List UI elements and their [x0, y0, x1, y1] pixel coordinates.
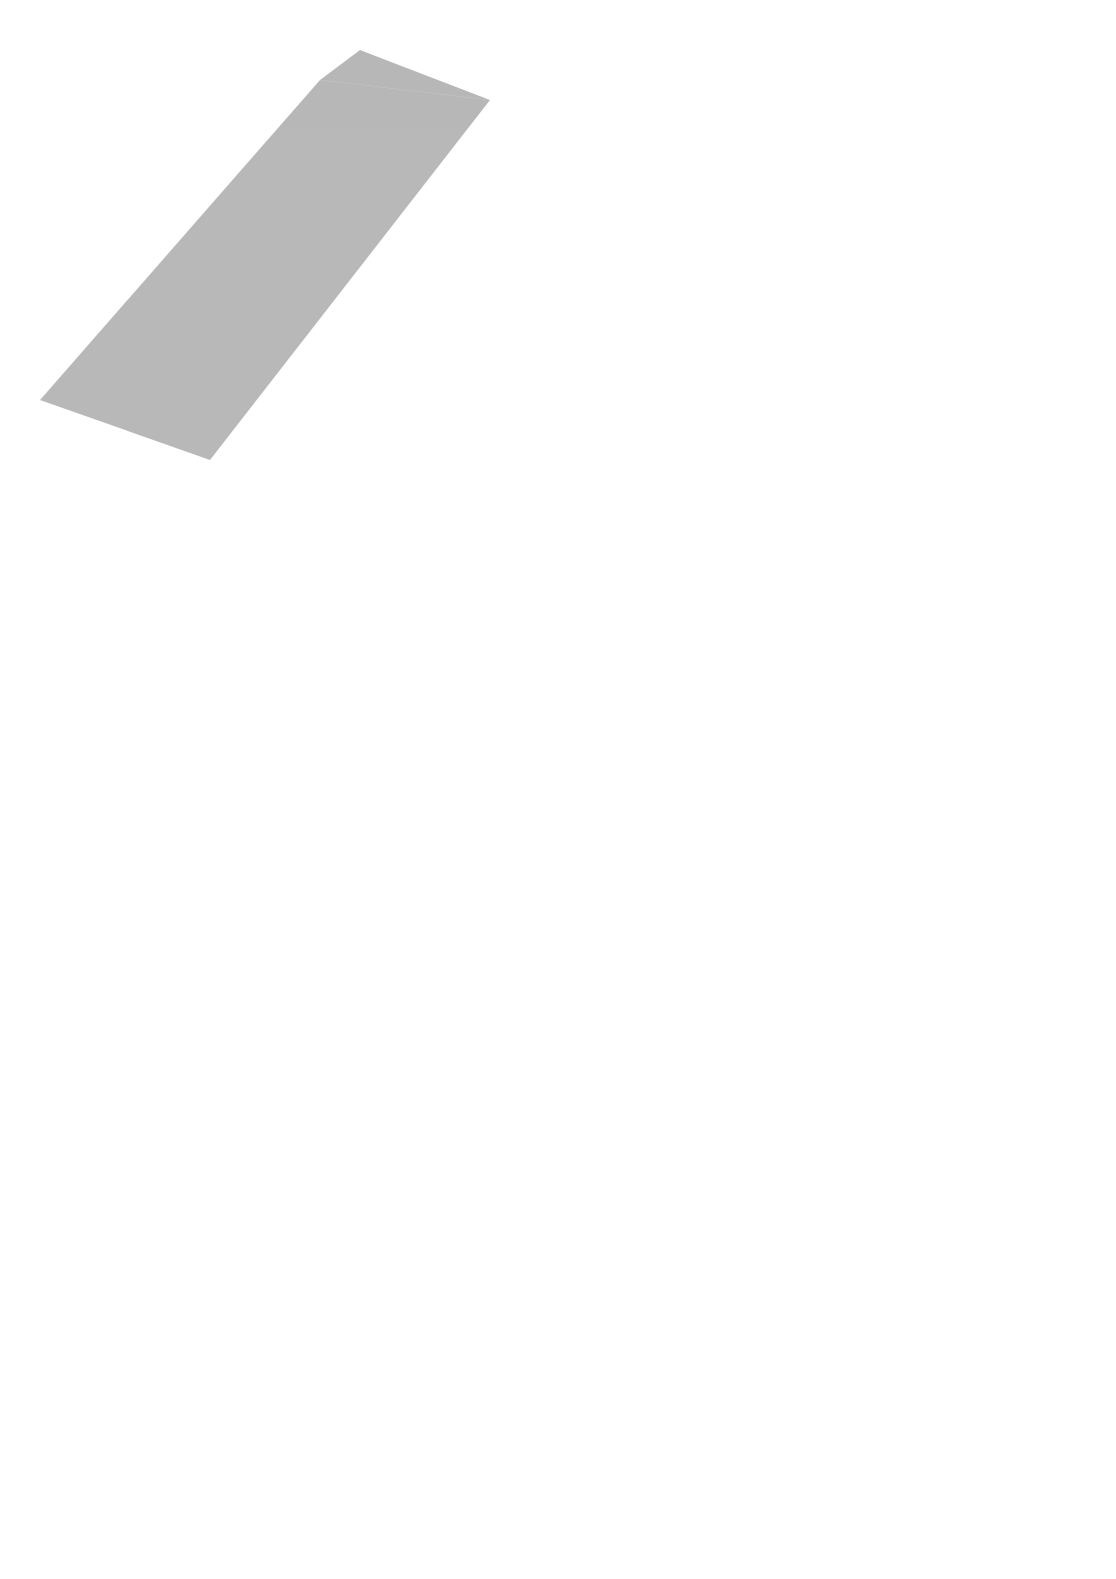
document-body	[104, 106, 1012, 160]
paragraph-gap	[104, 133, 1012, 160]
watermark-accent	[320, 50, 490, 100]
paragraph-gap	[104, 106, 1012, 133]
